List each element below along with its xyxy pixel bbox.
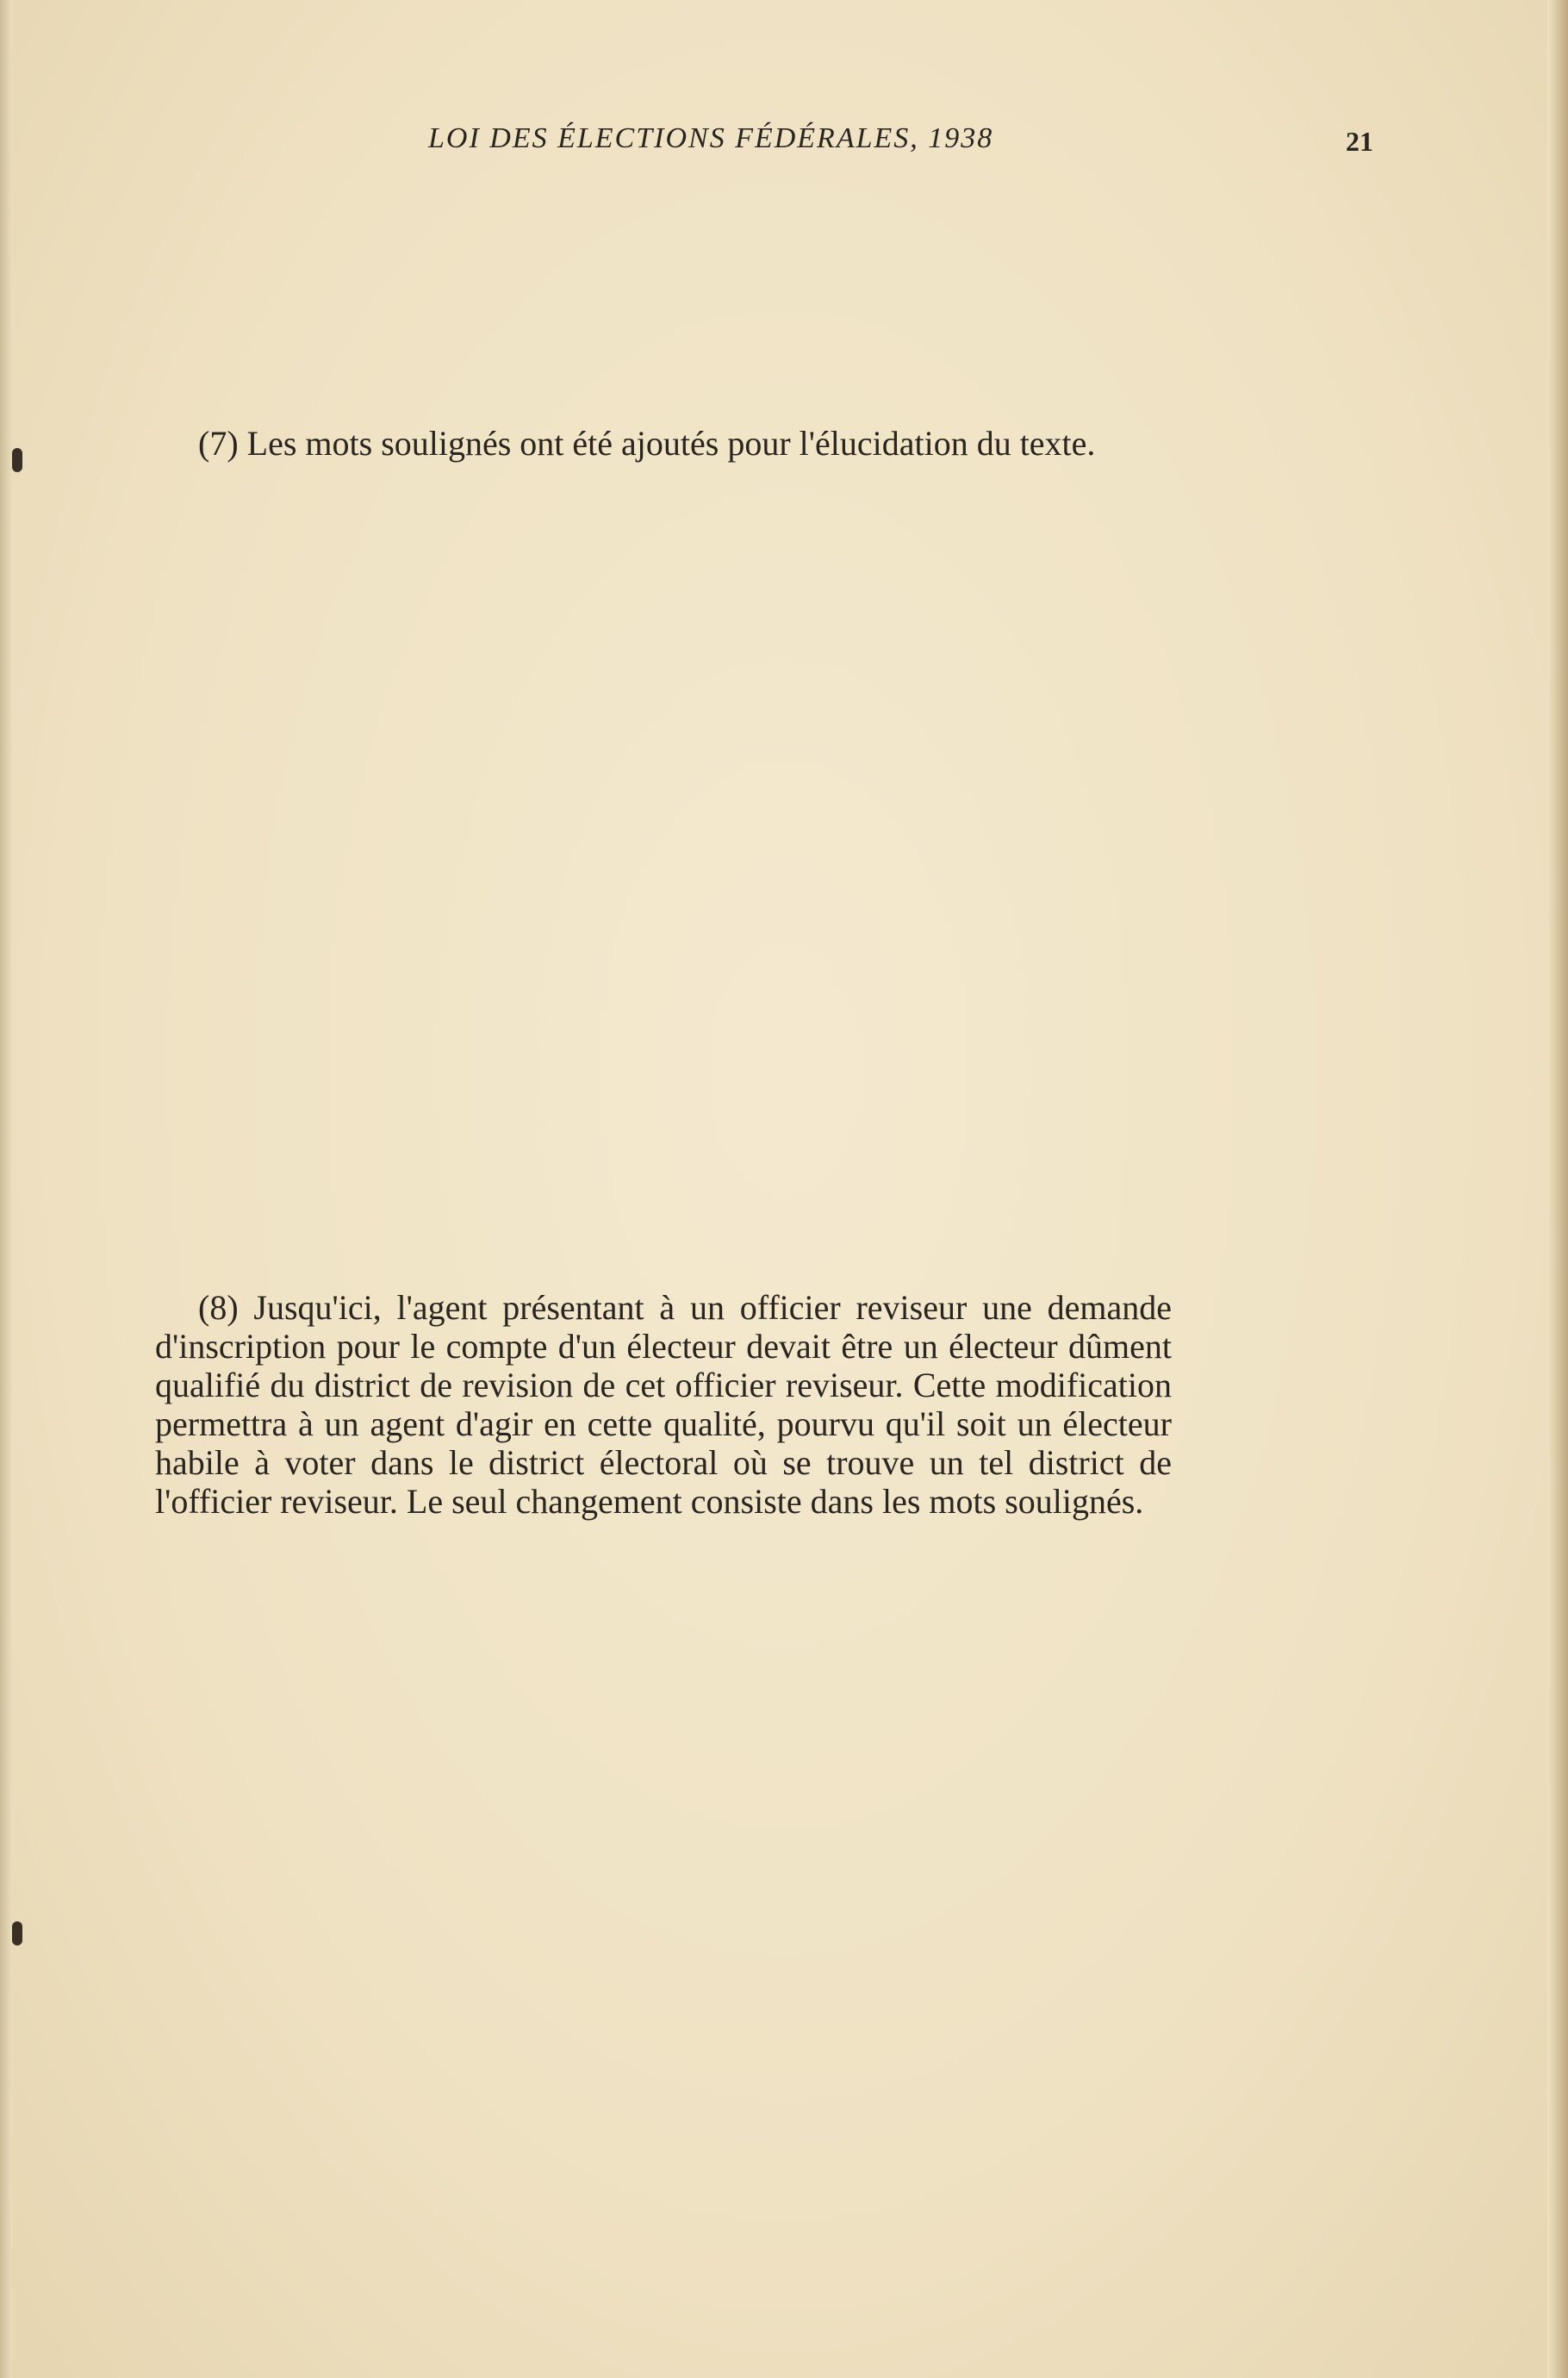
page-left-edge xyxy=(0,0,12,2378)
binding-mark xyxy=(12,448,22,472)
page-right-edge xyxy=(1547,0,1568,2378)
binding-mark xyxy=(12,1921,22,1945)
note-paragraph: (7) Les mots soulignés ont été ajoutés pour l'élucidation du texte. xyxy=(198,424,1096,463)
running-title: LOI DES ÉLECTIONS FÉDÉRALES, 1938 xyxy=(428,122,994,154)
note-paragraph: (8) Jusqu'ici, l'agent présentant à un officier reviseur une demande d'inscription pour le compte d'un électeur devait être un électeur dûment qualifié du district de revision de cet officier reviseur. Cette modification permettra à un agent d'agir en cette qualité, pourvu qu'il soit un électeur habile à voter dans le district électoral où se trouve un tel district de l'officier reviseur. Le seul changement consiste dans les mots soulignés. xyxy=(155,1288,1172,1521)
page-number: 21 xyxy=(1346,126,1373,157)
